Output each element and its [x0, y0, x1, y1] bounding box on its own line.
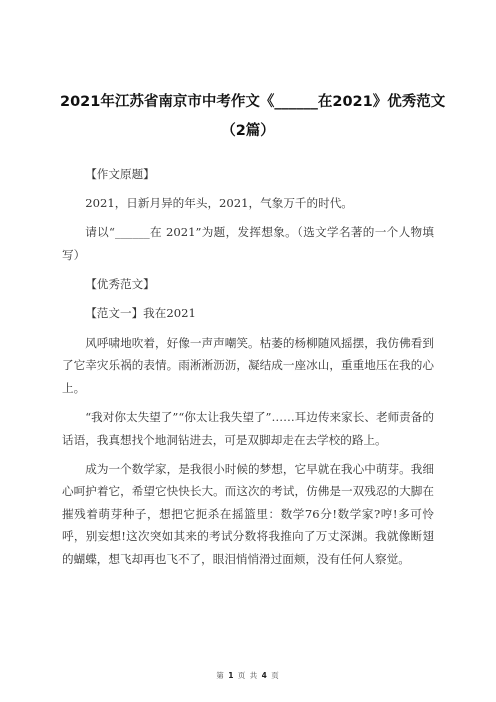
essay-one-title: 【范文一】我在2021 [85, 306, 196, 321]
essay-paragraph-1: 风呼啸地吹着，好像一声声嘲笑。枯萎的杨柳随风摇摆，我仿佛看到了它幸灾乐祸的表情。雨淅淅沥沥，凝结成一座冰山，重重地压在我的心上。 [62, 335, 434, 395]
paragraph-intro: 2021，日新月异的年头，2021，气象万千的时代。 [85, 196, 353, 211]
section-heading-original-prompt: 【作文原题】 [85, 167, 155, 181]
page-footer [0, 670, 496, 681]
footer-suffix: 页 [271, 671, 280, 680]
paragraph-instruction: 请以“______在 2021”为题，发挥想象。（选文学名著的一个人物填写） [62, 225, 434, 262]
essay-paragraph-3: 成为一个数学家，是我很小时候的梦想，它早就在我心中萌芽。我细心呵护着它，希望它快快长大。而这次的考试，仿佛是一双残忍的大脚在摧残着萌芽种子，想把它扼杀在摇篮里：数学76分!数学家?哼!多可怜呼，别妄想!这次突如其来的考试分数将我推向了万丈深渊。我就像断翅的蝴蝶，想飞却再也飞不了，眼泪悄悄滑过面颊，没有任何人察觉。 [62, 461, 434, 567]
footer-middle: 页 共 [237, 671, 259, 680]
document-title-line-2: （2篇） [221, 123, 275, 139]
document-title-line-1: 2021年江苏省南京市中考作文《______在2021》优秀范文 [60, 94, 446, 110]
essay-paragraph-2: “我对你太失望了”“你太让我失望了”……耳边传来家长、老师责备的话语，我真想找个地洞钻进去，可是双脚却走在去学校的路上。 [62, 409, 434, 447]
footer-prefix: 第 [216, 671, 225, 680]
section-heading-sample-essays: 【优秀范文】 [85, 277, 155, 292]
footer-page-number: 1 [228, 671, 235, 680]
footer-total-pages: 4 [261, 671, 268, 680]
document-body [62, 163, 434, 571]
